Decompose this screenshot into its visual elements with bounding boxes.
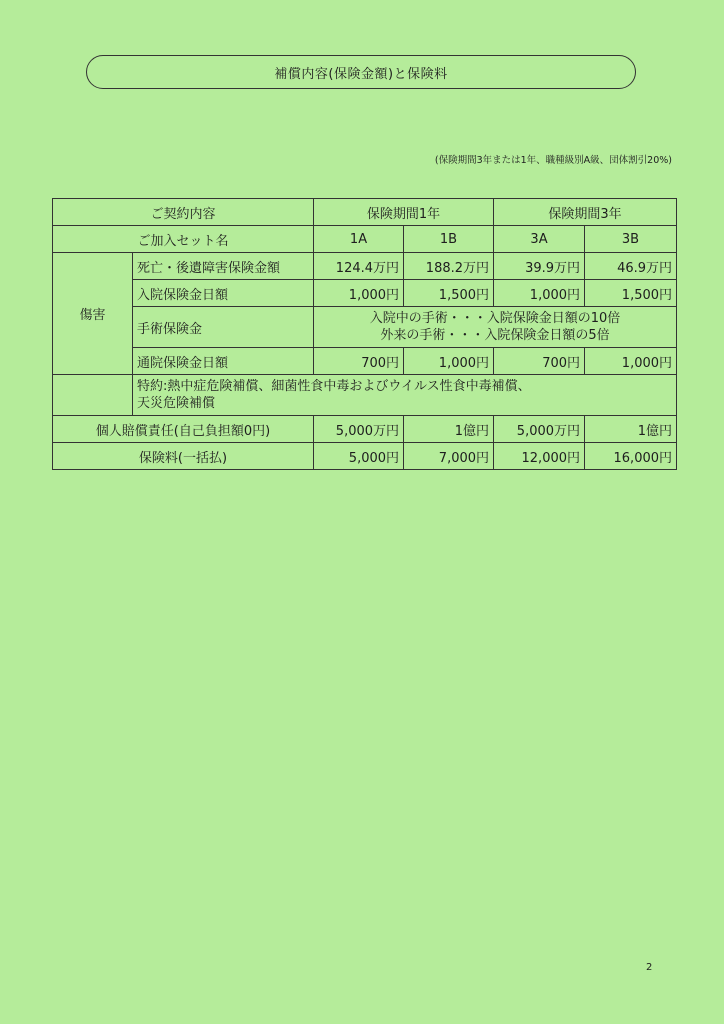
- outpatient-daily-label: 通院保険金日額: [133, 348, 314, 375]
- outpatient-3b: 1,000円: [585, 348, 677, 375]
- surgery-row: [53, 307, 677, 348]
- liability-row: [53, 416, 677, 443]
- special-clause-line-1: 特約:熱中症危険補償、細菌性食中毒およびウイルス性食中毒補償、: [137, 379, 531, 394]
- liability-3b: 1億円: [585, 416, 677, 443]
- premium-3a: 12,000円: [494, 443, 585, 470]
- death-3a: 39.9万円: [494, 253, 585, 280]
- surgery-label: 手術保険金: [133, 307, 314, 348]
- contract-header: ご契約内容: [53, 199, 314, 226]
- premium-1a: 5,000円: [314, 443, 404, 470]
- hospital-daily-label: 入院保険金日額: [133, 280, 314, 307]
- death-1b: 188.2万円: [404, 253, 494, 280]
- hospital-daily-row: [53, 280, 677, 307]
- page-title: 補償内容(保険金額)と保険料: [274, 66, 448, 82]
- hospital-1a: 1,000円: [314, 280, 404, 307]
- page-number: 2: [646, 962, 653, 973]
- set-3b: 3B: [585, 226, 677, 253]
- premium-1b: 7,000円: [404, 443, 494, 470]
- special-clause-line-2: 天災危険補償: [137, 396, 216, 411]
- premium-3b: 16,000円: [585, 443, 677, 470]
- hospital-1b: 1,500円: [404, 280, 494, 307]
- death-disability-row: [53, 253, 677, 280]
- header-row-sets: [53, 226, 677, 253]
- outpatient-1b: 1,000円: [404, 348, 494, 375]
- outpatient-3a: 700円: [494, 348, 585, 375]
- coverage-table: [52, 198, 677, 470]
- conditions-note: (保険期間3年または1年、職種級別A級、団体割引20%): [434, 155, 672, 166]
- surgery-inpatient-text: 入院中の手術・・・入院保険金日額の10倍: [369, 311, 621, 326]
- special-clause-text: [133, 375, 677, 416]
- liability-1a: 5,000万円: [314, 416, 404, 443]
- special-clause-blank: [53, 375, 133, 416]
- surgery-outpatient-text: 外来の手術・・・入院保険金日額の5倍: [380, 328, 610, 343]
- liability-1b: 1億円: [404, 416, 494, 443]
- set-name-header: ご加入セット名: [53, 226, 314, 253]
- hospital-3b: 1,500円: [585, 280, 677, 307]
- hospital-3a: 1,000円: [494, 280, 585, 307]
- surgery-description: [314, 307, 677, 348]
- set-1b: 1B: [404, 226, 494, 253]
- special-clause-row: [53, 375, 677, 416]
- outpatient-1a: 700円: [314, 348, 404, 375]
- period-1-year-header: 保険期間1年: [314, 199, 494, 226]
- injury-category: 傷害: [53, 253, 133, 375]
- liability-3a: 5,000万円: [494, 416, 585, 443]
- premium-row: [53, 443, 677, 470]
- death-disability-label: 死亡・後遺障害保険金額: [133, 253, 314, 280]
- period-3-year-header: 保険期間3年: [494, 199, 677, 226]
- header-row-periods: [53, 199, 677, 226]
- set-3a: 3A: [494, 226, 585, 253]
- set-1a: 1A: [314, 226, 404, 253]
- outpatient-daily-row: [53, 348, 677, 375]
- page-title-box: [86, 55, 636, 89]
- premium-label: 保険料(一括払): [53, 443, 314, 470]
- death-3b: 46.9万円: [585, 253, 677, 280]
- death-1a: 124.4万円: [314, 253, 404, 280]
- liability-label: 個人賠償責任(自己負担額0円): [53, 416, 314, 443]
